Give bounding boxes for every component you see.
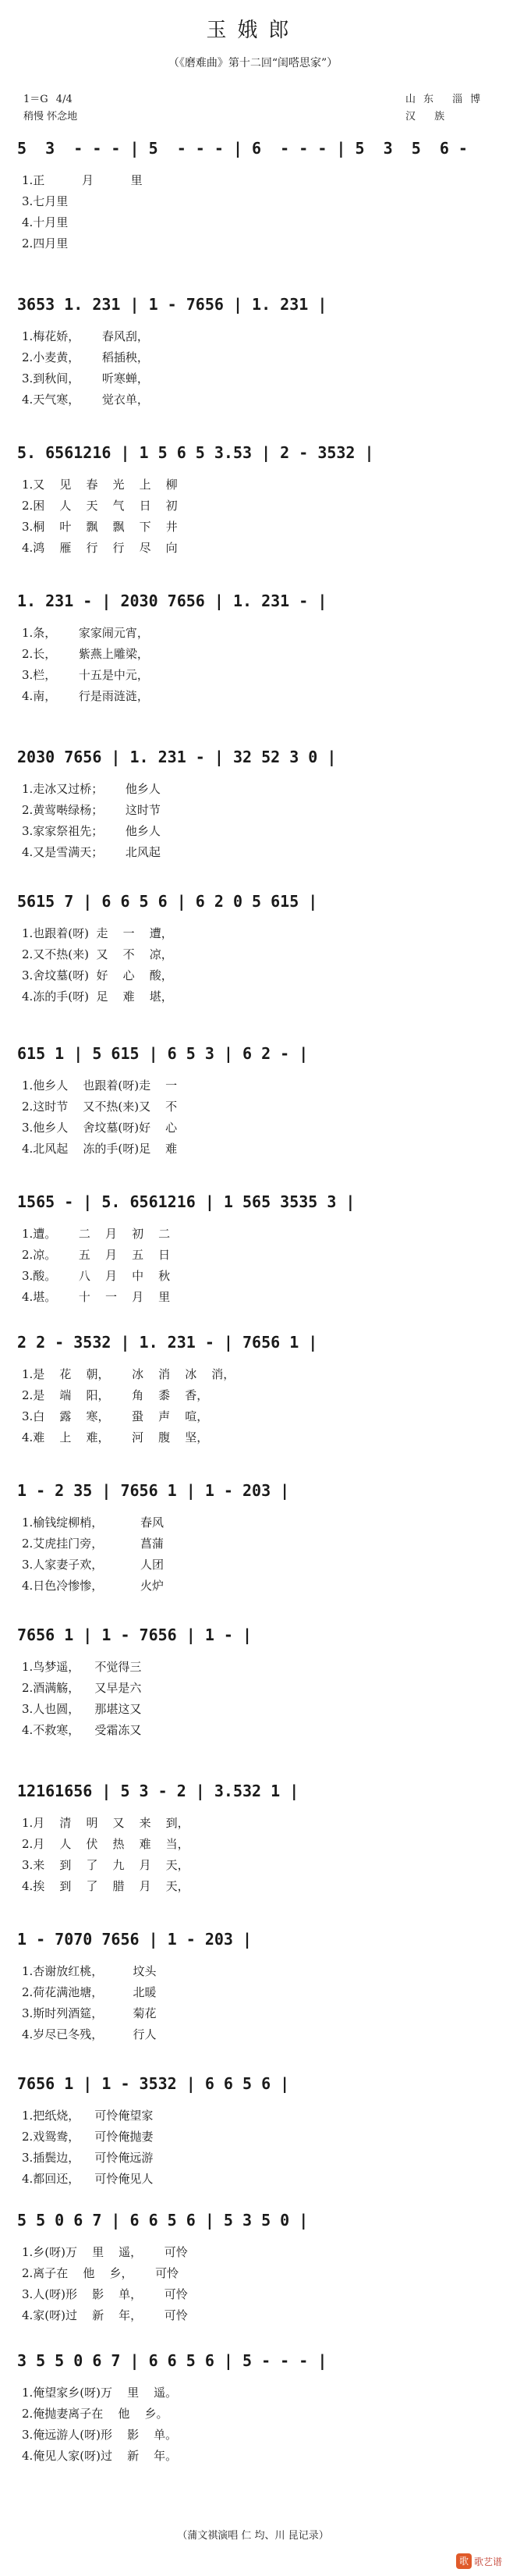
lyric-verse-1: 1.正 月 里 <box>22 173 143 187</box>
music-line: 2 2 - 3532 | 1. 231 - | 7656 1 | <box>17 1333 318 1352</box>
lyric-verse-3: 3.到秋间， 听寒蝉， <box>22 371 149 386</box>
region-label: 山东 淄博 <box>405 94 489 105</box>
key-label: 1＝G <box>23 94 48 105</box>
lyric-verse-4: 4.天气寒， 觉衣单， <box>22 393 149 407</box>
music-line: 5 5 0 6 7 | 6 6 5 6 | 5 3 5 0 | <box>17 2211 309 2230</box>
lyric-verse-2: 2.荷花满池塘， 北暖 <box>22 1985 157 1999</box>
lyric-verse-1: 1.条， 家家闹元宵， <box>22 626 149 640</box>
lyric-verse-2: 2.戏鸳鸯， 可怜俺抛妻 <box>22 2130 154 2144</box>
music-line: 1565 - | 5. 6561216 | 1 565 3535 3 | <box>17 1192 356 1211</box>
song-subtitle: （《磨难曲》第十二回“闺嗒思家”） <box>168 57 338 69</box>
lyric-verse-4: 2.四月里 <box>22 236 69 250</box>
lyric-verse-4: 4.难 上 难， 河 腹 坚， <box>22 1430 209 1444</box>
music-line: 12161656 | 5 3 - 2 | 3.532 1 | <box>17 1782 299 1800</box>
lyric-verse-4: 4.冻的手(呀) 足 难 堪， <box>22 990 173 1004</box>
lyric-verse-4: 4.堪。 十 一 月 里 <box>22 1290 171 1304</box>
music-line: 3653 1. 231 | 1 - 7656 | 1. 231 | <box>17 295 327 314</box>
lyric-verse-1: 1.他乡人 也跟着(呀)走 一 <box>22 1078 178 1093</box>
lyric-verse-2: 2.这时节 又不热(来)又 不 <box>22 1100 178 1114</box>
key-signature <box>23 91 73 105</box>
lyric-verse-2: 2.是 端 阳， 角 黍 香， <box>22 1388 209 1402</box>
music-line: 5 3 - - - | 5 - - - | 6 - - - | 5 3 5 6 - <box>17 139 468 158</box>
lyric-verse-3: 3.舍坟墓(呀) 好 心 酸， <box>22 968 173 982</box>
lyric-verse-4: 4.都回还， 可怜俺见人 <box>22 2172 154 2186</box>
lyric-verse-1: 1.鸟梦遥， 不觉得三 <box>22 1660 142 1674</box>
lyric-verse-3: 3.人(呀)形 影 单， 可怜 <box>22 2287 188 2301</box>
lyric-verse-1: 1.遭。 二 月 初 二 <box>22 1227 171 1241</box>
music-line: 615 1 | 5 615 | 6 5 3 | 6 2 - | <box>17 1044 309 1063</box>
music-line: 1 - 2 35 | 7656 1 | 1 - 203 | <box>17 1481 290 1500</box>
lyric-verse-1: 1.杏谢放红桃， 坟头 <box>22 1964 157 1978</box>
lyric-verse-3: 3.栏， 十五是中元， <box>22 668 149 682</box>
lyric-verse-2: 2.离子在 他 乡， 可怜 <box>22 2266 179 2280</box>
tempo-marking: 稍慢 怀念地 <box>23 111 78 123</box>
lyric-verse-3: 3.斯时列酒筵， 菊花 <box>22 2006 157 2020</box>
lyric-verse-3: 3.俺远游人(呀)形 影 单。 <box>22 2428 178 2442</box>
lyric-verse-1: 1.月 清 明 又 来 到， <box>22 1816 189 1830</box>
lyric-verse-3: 3.来 到 了 九 月 天， <box>22 1858 189 1872</box>
lyric-verse-2: 2.黄莺啭绿杨； 这时节 <box>22 803 161 817</box>
music-line: 1 - 7070 7656 | 1 - 203 | <box>17 1930 253 1949</box>
lyric-verse-3: 4.十月里 <box>22 215 69 229</box>
lyric-verse-1: 1.俺望家乡(呀)万 里 遥。 <box>22 2386 178 2400</box>
lyric-verse-2: 2.小麦黄， 稻插秧， <box>22 350 149 364</box>
lyric-verse-3: 3.插鬓边， 可怜俺远游 <box>22 2151 154 2165</box>
music-line: 5. 6561216 | 1 5 6 5 3.53 | 2 - 3532 | <box>17 443 374 462</box>
lyric-verse-3: 3.他乡人 舍坟墓(呀)好 心 <box>22 1121 178 1135</box>
lyric-verse-4: 4.南， 行是雨涟涟， <box>22 689 149 703</box>
lyric-verse-4: 4.鸿 雁 行 行 尽 向 <box>22 541 178 555</box>
lyric-verse-2: 3.七月里 <box>22 194 69 208</box>
music-line: 7656 1 | 1 - 7656 | 1 - | <box>17 1626 253 1644</box>
music-line: 7656 1 | 1 - 3532 | 6 6 5 6 | <box>17 2074 290 2093</box>
lyric-verse-2: 2.困 人 天 气 日 初 <box>22 499 178 513</box>
lyric-verse-3: 3.人也圆， 那堪这又 <box>22 1702 142 1716</box>
lyric-verse-2: 2.艾虎挂门旁， 菖蒲 <box>22 1537 164 1551</box>
brand-name: 歌艺谱 <box>474 2556 503 2567</box>
lyric-verse-1: 1.是 花 朝， 冰 消 冰 消， <box>22 1367 235 1381</box>
lyric-verse-4: 4.日色冷惨惨， 火炉 <box>22 1579 164 1593</box>
song-title: 玉娥郎 <box>206 19 300 42</box>
lyric-verse-3: 3.白 露 寒， 蛩 声 喧， <box>22 1409 209 1423</box>
music-line: 1. 231 - | 2030 7656 | 1. 231 - | <box>17 592 327 610</box>
lyric-verse-1: 1.把纸烧， 可怜俺望家 <box>22 2109 154 2123</box>
brand-logo-icon: 歌 <box>456 2553 472 2569</box>
lyric-verse-1: 1.乡(呀)万 里 遥， 可怜 <box>22 2245 188 2259</box>
lyric-verse-2: 2.长， 紫燕上雕梁， <box>22 647 149 661</box>
lyric-verse-1: 1.梅花娇， 春风刮， <box>22 329 149 343</box>
lyric-verse-4: 4.又是雪满天； 北风起 <box>22 845 161 859</box>
lyric-verse-2: 2.又不热(来) 又 不 凉， <box>22 947 173 961</box>
lyric-verse-2: 2.酒满觞， 又早是六 <box>22 1681 142 1695</box>
lyric-verse-1: 1.榆钱绽柳梢， 春风 <box>22 1515 164 1530</box>
lyric-verse-3: 3.酸。 八 月 中 秋 <box>22 1269 171 1283</box>
lyric-verse-3: 3.桐 叶 飘 飘 下 井 <box>22 520 178 534</box>
lyric-verse-1: 1.又 见 春 光 上 柳 <box>22 478 178 492</box>
music-line: 2030 7656 | 1. 231 - | 32 52 3 0 | <box>17 748 337 766</box>
lyric-verse-4: 4.不救寒， 受霜冻又 <box>22 1723 142 1737</box>
lyric-verse-4: 4.俺见人家(呀)过 新 年。 <box>22 2449 178 2463</box>
credit-line: （蒲文祺演唱 仁 均、川 昆记录） <box>177 2530 329 2542</box>
lyric-verse-3: 3.家家祭祖先； 他乡人 <box>22 824 161 838</box>
lyric-verse-1: 1.也跟着(呀) 走 一 遭， <box>22 926 173 940</box>
lyric-verse-3: 3.人家妻子欢， 人团 <box>22 1558 164 1572</box>
lyric-verse-4: 4.挨 到 了 腊 月 天， <box>22 1879 189 1893</box>
lyric-verse-1: 1.走冰又过桥； 他乡人 <box>22 782 161 796</box>
ethnicity-label: 汉 族 <box>405 111 453 123</box>
lyric-verse-4: 4.岁尽已冬残， 行人 <box>22 2027 157 2041</box>
lyric-verse-4: 4.家(呀)过 新 年， 可怜 <box>22 2308 188 2322</box>
lyric-verse-4: 4.北风起 冻的手(呀)足 难 <box>22 1142 178 1156</box>
lyric-verse-2: 2.俺抛妻离子在 他 乡。 <box>22 2407 168 2421</box>
music-line: 5615 7 | 6 6 5 6 | 6 2 0 5 615 | <box>17 892 318 911</box>
lyric-verse-2: 2.凉。 五 月 五 日 <box>22 1248 171 1262</box>
time-signature: 4/4 <box>55 94 73 105</box>
lyric-verse-2: 2.月 人 伏 热 难 当， <box>22 1837 189 1851</box>
music-line: 3 5 5 0 6 7 | 6 6 5 6 | 5 - - - | <box>17 2351 327 2370</box>
